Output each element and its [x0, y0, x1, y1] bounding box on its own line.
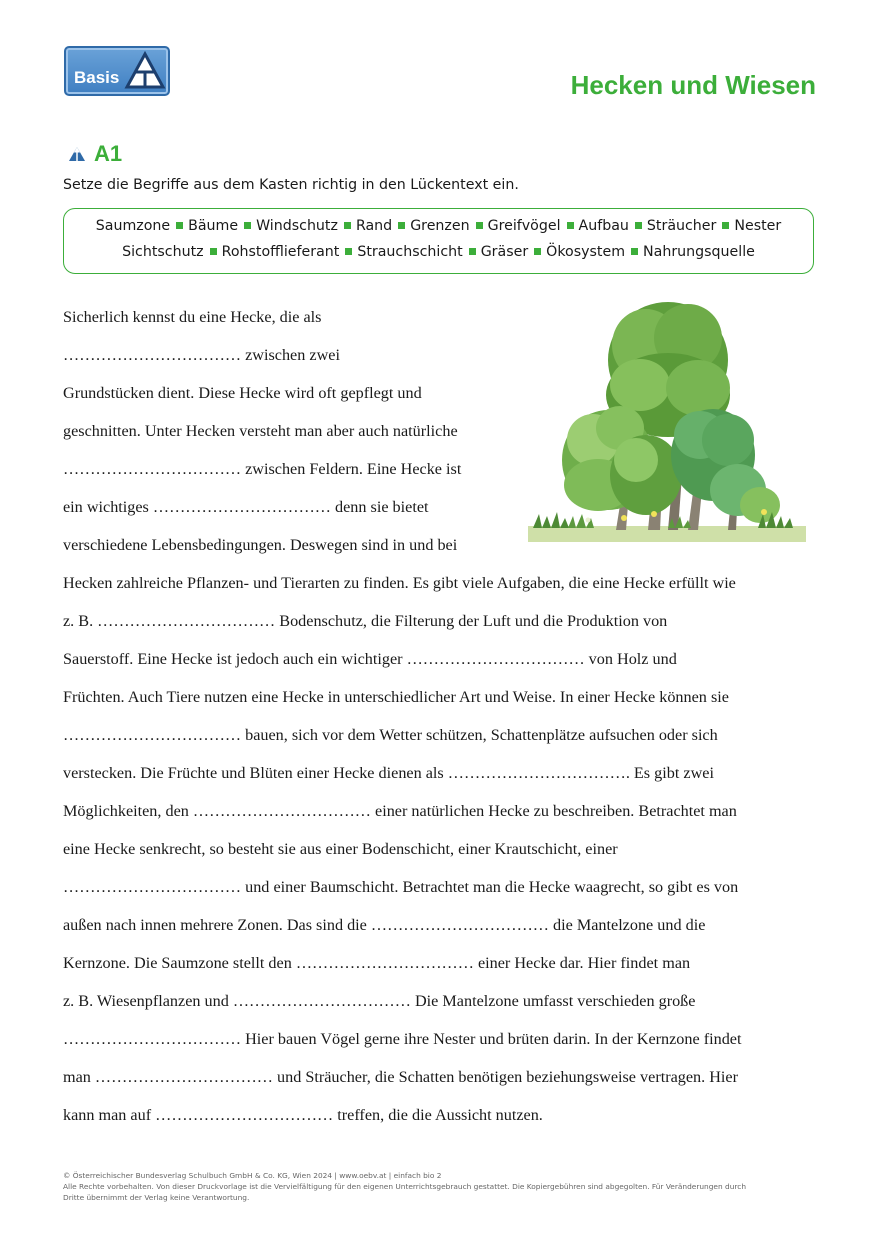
- hedge-illustration: [528, 300, 808, 544]
- separator-square: [567, 222, 574, 229]
- footer-line: Alle Rechte vorbehalten. Von dieser Druckvorlage ist die Vervielfältigung für den eigenen Unterrichtsgebrauch gestattet. Die Kopiergebühren sind abgegolten. Für Veränderungen durch: [63, 1182, 747, 1191]
- text-line: verstecken. Die Früchte und Blüten einer Hecke dienen als ……………………………. Es gibt zwei: [63, 764, 714, 782]
- text-line: …………………………… zwischen zwei: [63, 346, 340, 364]
- page-title: Hecken und Wiesen: [570, 70, 816, 100]
- word-term: Strauchschicht: [357, 244, 463, 260]
- mountain-icon: [68, 146, 86, 162]
- word-term: Sichtschutz: [122, 244, 204, 260]
- separator-square: [210, 248, 217, 255]
- separator-square: [635, 222, 642, 229]
- separator-square: [176, 222, 183, 229]
- separator-square: [244, 222, 251, 229]
- word-term: Ökosystem: [546, 244, 626, 260]
- task-label: A1: [94, 141, 123, 166]
- task-instruction: Setze die Begriffe aus dem Kasten richtig in den Lückentext ein.: [63, 177, 519, 193]
- footer-line: © Österreichischer Bundesverlag Schulbuch GmbH & Co. KG, Wien 2024 | www.oebv.at | einfach bio 2: [63, 1171, 442, 1180]
- separator-square: [476, 222, 483, 229]
- word-term: Grenzen: [410, 218, 470, 234]
- text-line: …………………………… bauen, sich vor dem Wetter schützen, Schattenplätze aufsuchen oder sich: [63, 726, 718, 744]
- text-line: Sauerstoff. Eine Hecke ist jedoch auch ein wichtiger …………………………… von Holz und: [63, 650, 677, 668]
- text-line: Grundstücken dient. Diese Hecke wird oft gepflegt und: [63, 384, 422, 402]
- word-term: Rand: [355, 218, 393, 234]
- text-line: verschiedene Lebensbedingungen. Deswegen sind in und bei: [63, 536, 458, 554]
- word-term: Gräser: [480, 244, 529, 260]
- word-term: Sträucher: [646, 218, 717, 234]
- word-term: Saumzone: [95, 218, 171, 234]
- text-line: geschnitten. Unter Hecken versteht man aber auch natürliche: [63, 422, 458, 440]
- text-line: …………………………… und einer Baumschicht. Betrachtet man die Hecke waagrecht, so gibt es von: [63, 878, 739, 896]
- word-term: Greifvögel: [487, 218, 561, 234]
- text-line: Möglichkeiten, den …………………………… einer natürlichen Hecke zu beschreiben. Betrachtet man: [63, 802, 737, 820]
- word-box: [63, 208, 814, 274]
- word-row-1: [64, 218, 813, 234]
- word-term: Bäume: [188, 218, 239, 234]
- separator-square: [345, 248, 352, 255]
- text-line: eine Hecke senkrecht, so besteht sie aus einer Bodenschicht, einer Krautschicht, einer: [63, 840, 618, 858]
- word-term: Nahrungsquelle: [643, 244, 755, 260]
- text-line: Früchten. Auch Tiere nutzen eine Hecke in unterschiedlicher Art und Weise. In einer Hecke können sie: [63, 688, 729, 706]
- text-line: kann man auf …………………………… treffen, die die Aussicht nutzen.: [63, 1106, 543, 1124]
- text-line: z. B. Wiesenpflanzen und …………………………… Die Mantelzone umfasst verschieden große: [63, 992, 696, 1010]
- basis-logo: [64, 46, 170, 96]
- text-line: …………………………… Hier bauen Vögel gerne ihre Nester und brüten darin. In der Kernzone findet: [63, 1030, 742, 1048]
- logo-text: Basis: [74, 68, 120, 87]
- pyramid-icon: [124, 51, 166, 91]
- text-line: Sicherlich kennst du eine Hecke, die als: [63, 308, 322, 326]
- text-line: ein wichtiges …………………………… denn sie bietet: [63, 498, 429, 516]
- word-row-2: [64, 244, 813, 260]
- text-line: außen nach innen mehrere Zonen. Das sind die …………………………… die Mantelzone und die: [63, 916, 706, 934]
- word-term: Nester: [734, 218, 782, 234]
- text-line: Hecken zahlreiche Pflanzen- und Tierarten zu finden. Es gibt viele Aufgaben, die eine Hecke erfüllt wie: [63, 574, 736, 592]
- separator-square: [534, 248, 541, 255]
- word-term: Rohstofflieferant: [221, 244, 340, 260]
- text-line: …………………………… zwischen Feldern. Eine Hecke ist: [63, 460, 462, 478]
- text-line: z. B. …………………………… Bodenschutz, die Filterung der Luft und die Produktion von: [63, 612, 668, 630]
- separator-square: [469, 248, 476, 255]
- text-line: Kernzone. Die Saumzone stellt den …………………………… einer Hecke dar. Hier findet man: [63, 954, 691, 972]
- separator-square: [344, 222, 351, 229]
- footer-line: Dritte übernimmt der Verlag keine Verantwortung.: [63, 1193, 250, 1202]
- word-term: Windschutz: [256, 218, 338, 234]
- footer: [63, 1170, 823, 1203]
- word-term: Aufbau: [578, 218, 629, 234]
- separator-square: [631, 248, 638, 255]
- text-line: man …………………………… und Sträucher, die Schatten benötigen beziehungsweise vertragen. Hier: [63, 1068, 739, 1086]
- separator-square: [722, 222, 729, 229]
- separator-square: [398, 222, 405, 229]
